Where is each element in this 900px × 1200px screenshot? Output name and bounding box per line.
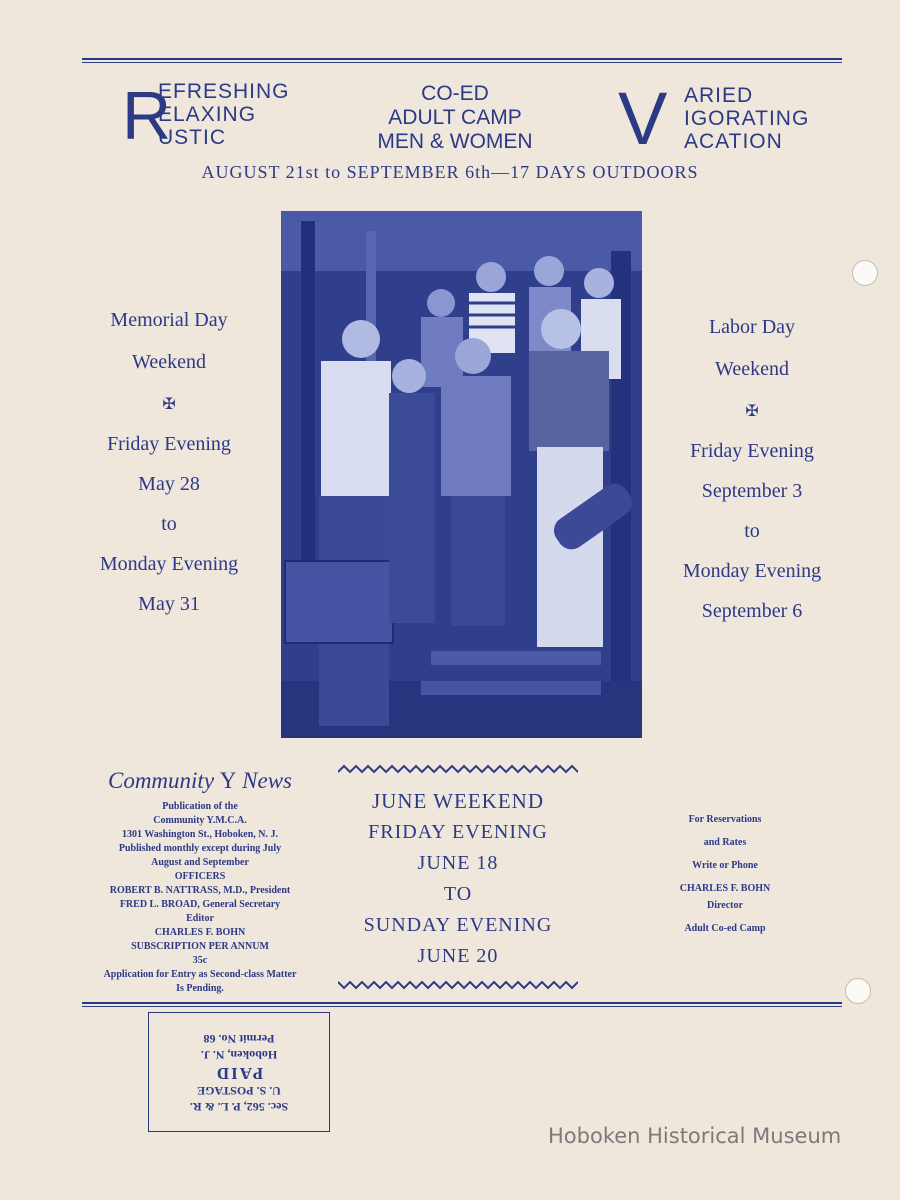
camp-group-photo (281, 211, 642, 738)
acrostic-r-lines (158, 80, 290, 149)
punch-hole (845, 978, 871, 1004)
contact-line: For Reservations (688, 814, 762, 825)
punch-hole (852, 260, 878, 286)
panel-title: Weekend (132, 351, 206, 373)
maltese-cross-icon: ✠ (745, 401, 759, 420)
stamp-text (149, 1031, 329, 1115)
contact-line: and Rates (703, 837, 747, 848)
masthead-word: Y (219, 768, 237, 793)
contact-line: Write or Phone (692, 860, 758, 871)
contact-line: CHARLES F. BOHN (679, 883, 771, 894)
masthead-line: OFFICERS (174, 871, 226, 882)
camp-dates: AUGUST 21st to SEPTEMBER 6th—17 DAYS OUTDOORS (201, 162, 699, 182)
panel-line: May 31 (138, 593, 200, 615)
june-weekend-block (338, 770, 578, 990)
june-line: JUNE 20 (417, 945, 499, 967)
zigzag-border-top (338, 764, 578, 774)
stamp-line: Hoboken, N. J. (200, 1048, 278, 1062)
acrostic-line: ELAXING (158, 103, 257, 126)
june-weekend-lines (338, 786, 578, 972)
masthead-line: CHARLES F. BOHN (154, 927, 246, 938)
june-line: JUNE 18 (417, 852, 499, 874)
masthead-line: Community Y.M.C.A. (153, 815, 247, 826)
masthead-line: Publication of the (162, 801, 238, 812)
panel-line: Friday Evening (107, 433, 231, 455)
panel-line: Monday Evening (682, 560, 822, 582)
june-line: TO (443, 883, 473, 905)
panel-title: Weekend (715, 358, 789, 380)
panel-line: Monday Evening (99, 553, 239, 575)
masthead-line: 1301 Washington St., Hoboken, N. J. (122, 829, 278, 840)
labor-day-panel (657, 313, 847, 624)
masthead-line: ROBERT B. NATTRASS, M.D., President (109, 885, 291, 896)
acrostic-v-lines (684, 84, 809, 153)
contact-line: Adult Co-ed Camp (684, 923, 766, 934)
zigzag-border-bottom (338, 980, 578, 990)
masthead-line: Editor (186, 913, 214, 924)
acrostic-line: USTIC (158, 126, 226, 149)
june-line: FRIDAY EVENING (368, 821, 548, 843)
bottom-rule (82, 1002, 842, 1007)
big-letter-v: V (618, 77, 668, 160)
top-rule (82, 58, 842, 63)
stamp-line: U. S. POSTAGE (197, 1084, 281, 1098)
masthead-line: SUBSCRIPTION PER ANNUM (131, 941, 269, 952)
reservations-contact (640, 808, 810, 940)
june-line: JUNE WEEKEND (371, 789, 544, 813)
header-center-line: CO-ED (421, 82, 489, 105)
header-center-block (355, 82, 555, 154)
panel-line: September 3 (701, 480, 803, 502)
acrostic-line: IGORATING (684, 107, 810, 130)
june-line: SUNDAY EVENING (363, 914, 553, 936)
stamp-line: Sec. 562, P. L. & R. (189, 1100, 289, 1114)
masthead-details (70, 800, 330, 996)
panel-line: to (161, 513, 177, 535)
masthead-line: Application for Entry as Second-class Matter (103, 969, 297, 980)
big-letter-r: R (122, 78, 172, 154)
photo-illustration (281, 211, 642, 738)
postage-permit-stamp (148, 1012, 330, 1132)
acrostic-line: ACATION (684, 130, 783, 153)
panel-line: September 6 (701, 600, 803, 622)
panel-title: Labor Day (708, 316, 796, 338)
panel-line: Friday Evening (690, 440, 814, 462)
panel-line: May 28 (138, 473, 200, 495)
panel-line: to (744, 520, 760, 542)
stamp-line: Permit No. 68 (203, 1032, 275, 1046)
masthead-line: FRED L. BROAD, General Secretary (119, 899, 281, 910)
header-center-line: MEN & WOMEN (377, 130, 533, 153)
memorial-day-panel (74, 306, 264, 617)
maltese-cross-icon: ✠ (162, 394, 176, 413)
stamp-paid: PAID (214, 1064, 264, 1083)
masthead-line: August and September (151, 857, 249, 868)
acrostic-line: EFRESHING (158, 80, 290, 103)
contact-line: Director (707, 900, 743, 911)
panel-title: Memorial Day (110, 309, 228, 331)
masthead-line: Published monthly except during July (118, 843, 282, 854)
masthead-word: News (242, 768, 293, 793)
masthead-title (80, 768, 320, 794)
masthead-line: Is Pending. (176, 983, 224, 994)
masthead-line: 35c (192, 955, 208, 966)
header-center-line: ADULT CAMP (388, 106, 522, 129)
acrostic-line: ARIED (684, 84, 754, 107)
masthead-word: Community (107, 768, 215, 793)
museum-watermark: Hoboken Historical Museum (548, 1124, 842, 1148)
